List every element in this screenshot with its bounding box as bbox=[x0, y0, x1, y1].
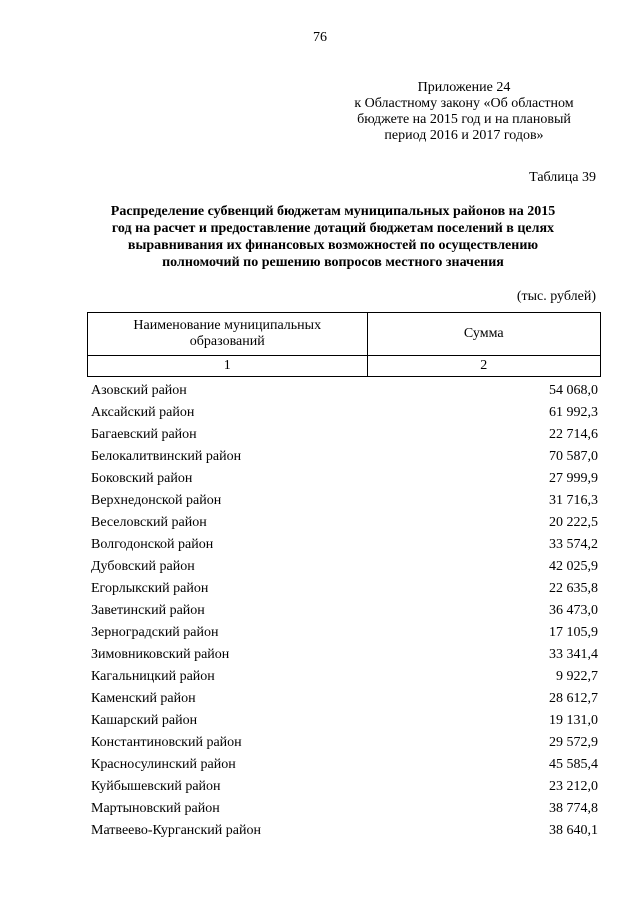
district-sum: 70 587,0 bbox=[549, 449, 598, 464]
district-name: Зерноградский район bbox=[91, 625, 219, 640]
district-name: Кагальницкий район bbox=[91, 669, 215, 684]
column-header-name-line: образований bbox=[189, 334, 265, 349]
district-name: Кашарский район bbox=[91, 713, 198, 728]
district-sum: 33 341,4 bbox=[549, 647, 598, 662]
district-name: Красносулинский район bbox=[91, 757, 236, 772]
table-row bbox=[91, 600, 598, 622]
title-line: полномочий по решению вопросов местного значения bbox=[162, 255, 504, 270]
column-number: 1 bbox=[88, 356, 368, 377]
appendix-line: период 2016 и 2017 годов» bbox=[384, 128, 544, 143]
district-name: Егорлыкский район bbox=[91, 581, 209, 596]
district-sum: 36 473,0 bbox=[549, 603, 598, 618]
district-name: Зимовниковский район bbox=[91, 647, 230, 662]
district-name: Мартыновский район bbox=[91, 801, 220, 816]
table-row bbox=[91, 732, 598, 754]
table-row bbox=[91, 776, 598, 798]
district-sum: 28 612,7 bbox=[549, 691, 598, 706]
district-sum: 20 222,5 bbox=[549, 515, 598, 530]
district-sum: 27 999,9 bbox=[549, 471, 598, 486]
district-name: Азовский район bbox=[91, 383, 187, 398]
table-row bbox=[91, 710, 598, 732]
table-row bbox=[91, 556, 598, 578]
title-line: Распределение субвенций бюджетам муниципальных районов на 2015 bbox=[110, 204, 556, 219]
district-sum: 38 640,1 bbox=[549, 823, 598, 838]
table-row bbox=[91, 402, 598, 424]
district-name: Белокалитвинский район bbox=[91, 449, 242, 464]
appendix-line: бюджете на 2015 год и на плановый bbox=[357, 112, 571, 127]
table-row bbox=[91, 644, 598, 666]
appendix-line: Приложение 24 bbox=[417, 80, 511, 95]
document-title bbox=[60, 203, 606, 271]
table-row bbox=[91, 380, 598, 402]
district-sum: 22 714,6 bbox=[549, 427, 598, 442]
district-sum: 9 922,7 bbox=[556, 669, 598, 684]
table-row bbox=[91, 512, 598, 534]
title-line: год на расчет и предоставление дотаций бюджетам поселений в целях bbox=[111, 221, 555, 236]
column-header-name-line: Наименование муниципальных bbox=[133, 318, 322, 333]
table-row bbox=[91, 622, 598, 644]
district-name: Каменский район bbox=[91, 691, 196, 706]
table-number: Таблица 39 bbox=[529, 170, 596, 185]
title-line: выравнивания их финансовых возможностей по осуществлению bbox=[127, 238, 539, 253]
table-header bbox=[87, 312, 601, 377]
district-sum: 23 212,0 bbox=[549, 779, 598, 794]
district-sum: 29 572,9 bbox=[549, 735, 598, 750]
table-row bbox=[91, 424, 598, 446]
district-name: Боковский район bbox=[91, 471, 193, 486]
district-name: Волгодонской район bbox=[91, 537, 214, 552]
district-name: Аксайский район bbox=[91, 405, 195, 420]
district-name: Дубовский район bbox=[91, 559, 195, 574]
column-header-name bbox=[88, 313, 368, 356]
district-name: Заветинский район bbox=[91, 603, 205, 618]
table-row bbox=[91, 798, 598, 820]
table-row bbox=[91, 468, 598, 490]
table-row bbox=[91, 666, 598, 688]
table-row bbox=[91, 490, 598, 512]
district-sum: 31 716,3 bbox=[549, 493, 598, 508]
table-row bbox=[91, 754, 598, 776]
table-row bbox=[91, 688, 598, 710]
district-sum: 19 131,0 bbox=[549, 713, 598, 728]
district-sum: 61 992,3 bbox=[549, 405, 598, 420]
column-header-sum: Сумма bbox=[367, 313, 601, 356]
appendix-line: к Областному закону «Об областном bbox=[354, 96, 574, 111]
table-row bbox=[91, 578, 598, 600]
district-sum: 33 574,2 bbox=[549, 537, 598, 552]
table-row bbox=[91, 820, 598, 842]
district-name: Куйбышевский район bbox=[91, 779, 221, 794]
district-sum: 45 585,4 bbox=[549, 757, 598, 772]
table-row bbox=[91, 446, 598, 468]
district-name: Веселовский район bbox=[91, 515, 207, 530]
district-sum: 38 774,8 bbox=[549, 801, 598, 816]
district-sum: 22 635,8 bbox=[549, 581, 598, 596]
table-body bbox=[91, 380, 598, 842]
page-number: 76 bbox=[313, 30, 327, 45]
district-sum: 17 105,9 bbox=[549, 625, 598, 640]
district-sum: 42 025,9 bbox=[549, 559, 598, 574]
district-name: Матвеево-Курганский район bbox=[91, 823, 261, 838]
column-number: 2 bbox=[367, 356, 601, 377]
district-name: Багаевский район bbox=[91, 427, 197, 442]
district-name: Константиновский район bbox=[91, 735, 242, 750]
appendix-note bbox=[330, 80, 598, 144]
table-row bbox=[91, 534, 598, 556]
district-sum: 54 068,0 bbox=[549, 383, 598, 398]
district-name: Верхнедонской район bbox=[91, 493, 222, 508]
units-label: (тыс. рублей) bbox=[516, 289, 596, 304]
